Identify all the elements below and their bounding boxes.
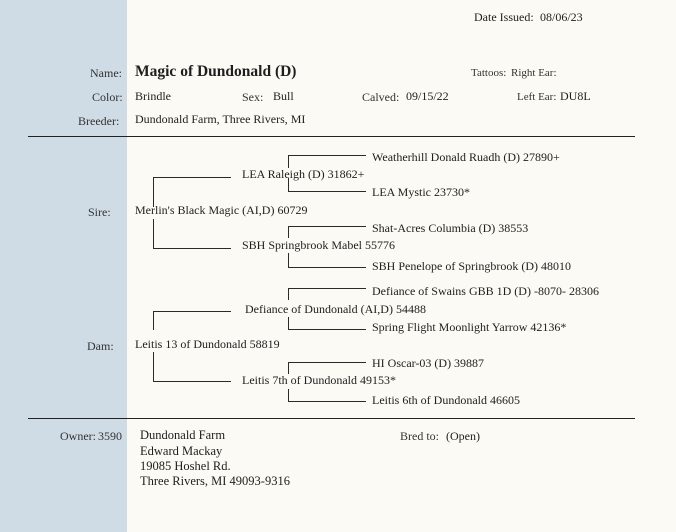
calved-label: Calved:: [362, 90, 400, 104]
dam-dam-sire: HI Oscar-03 (D) 39887: [372, 356, 485, 370]
pedigree-bracket: [288, 389, 289, 401]
dam-sire: Defiance of Dundonald (AI,D) 54488: [245, 302, 426, 316]
pedigree-bracket: [288, 226, 289, 238]
sire-sire: LEA Raleigh (D) 31862+: [242, 167, 365, 181]
pedigree-bracket: [288, 191, 366, 192]
sire-name: Merlin's Black Magic (AI,D) 60729: [135, 203, 308, 217]
pedigree-bracket: [153, 311, 154, 330]
pedigree-bracket: [153, 248, 231, 249]
sire-label: Sire:: [88, 205, 111, 219]
divider-bottom: [28, 418, 635, 419]
dam-sire-sire: Defiance of Swains GBB 1D (D) -8070- 28306: [372, 284, 599, 298]
owner-line-1: Dundonald Farm: [140, 428, 226, 442]
sex-label: Sex:: [242, 90, 264, 104]
date-issued-value: 08/06/23: [540, 10, 583, 24]
owner-line-3: 19085 Hoshel Rd.: [140, 459, 231, 473]
pedigree-bracket: [153, 219, 154, 248]
sire-dam: SBH Springbrook Mabel 55776: [242, 238, 395, 252]
animal-name: Magic of Dundonald (D): [135, 63, 297, 80]
sire-sire-dam: LEA Mystic 23730*: [372, 185, 470, 199]
dam-sire-dam: Spring Flight Moonlight Yarrow 42136*: [372, 320, 567, 334]
divider-top: [28, 136, 635, 137]
dam-dam: Leitis 7th of Dundonald 49153*: [242, 373, 396, 387]
left-ear-value: DU8L: [560, 89, 591, 103]
owner-line-4: Three Rivers, MI 49093-9316: [140, 474, 290, 488]
bred-to-label: Bred to:: [400, 429, 439, 443]
dam-label: Dam:: [87, 339, 114, 353]
dam-dam-dam: Leitis 6th of Dundonald 46605: [372, 393, 520, 407]
pedigree-bracket: [288, 288, 366, 289]
date-issued-label: Date Issued:: [474, 10, 534, 24]
color-value: Brindle: [135, 89, 171, 103]
sire-dam-dam: SBH Penelope of Springbrook (D) 48010: [372, 259, 571, 273]
sex-value: Bull: [273, 89, 294, 103]
name-label: Name:: [90, 66, 122, 80]
bred-to-value: (Open): [446, 429, 480, 443]
pedigree-bracket: [288, 226, 366, 227]
pedigree-bracket: [153, 381, 231, 382]
right-ear-label: Right Ear:: [511, 67, 557, 79]
dam-name: Leitis 13 of Dundonald 58819: [135, 337, 280, 351]
pedigree-bracket: [288, 267, 366, 268]
pedigree-bracket: [288, 288, 289, 300]
breeder-value: Dundonald Farm, Three Rivers, MI: [135, 112, 306, 126]
pedigree-bracket: [288, 155, 366, 156]
pedigree-bracket: [288, 329, 366, 330]
sire-dam-sire: Shat-Acres Columbia (D) 38553: [372, 221, 529, 235]
breeder-label: Breeder:: [78, 114, 120, 128]
pedigree-bracket: [153, 311, 231, 312]
owner-label: Owner:: [60, 429, 96, 443]
pedigree-bracket: [153, 352, 154, 381]
pedigree-bracket: [288, 362, 366, 363]
color-label: Color:: [92, 90, 123, 104]
owner-line-2: Edward Mackay: [140, 444, 223, 458]
tattoos-label: Tattoos:: [471, 67, 507, 79]
pedigree-bracket: [153, 177, 231, 178]
owner-number: 3590: [98, 429, 122, 443]
calved-value: 09/15/22: [406, 89, 449, 103]
pedigree-bracket: [288, 253, 289, 267]
sire-sire-sire: Weatherhill Donald Ruadh (D) 27890+: [372, 150, 560, 164]
pedigree-bracket: [288, 317, 289, 329]
left-ear-label: Left Ear:: [517, 91, 557, 103]
pedigree-bracket: [288, 401, 366, 402]
